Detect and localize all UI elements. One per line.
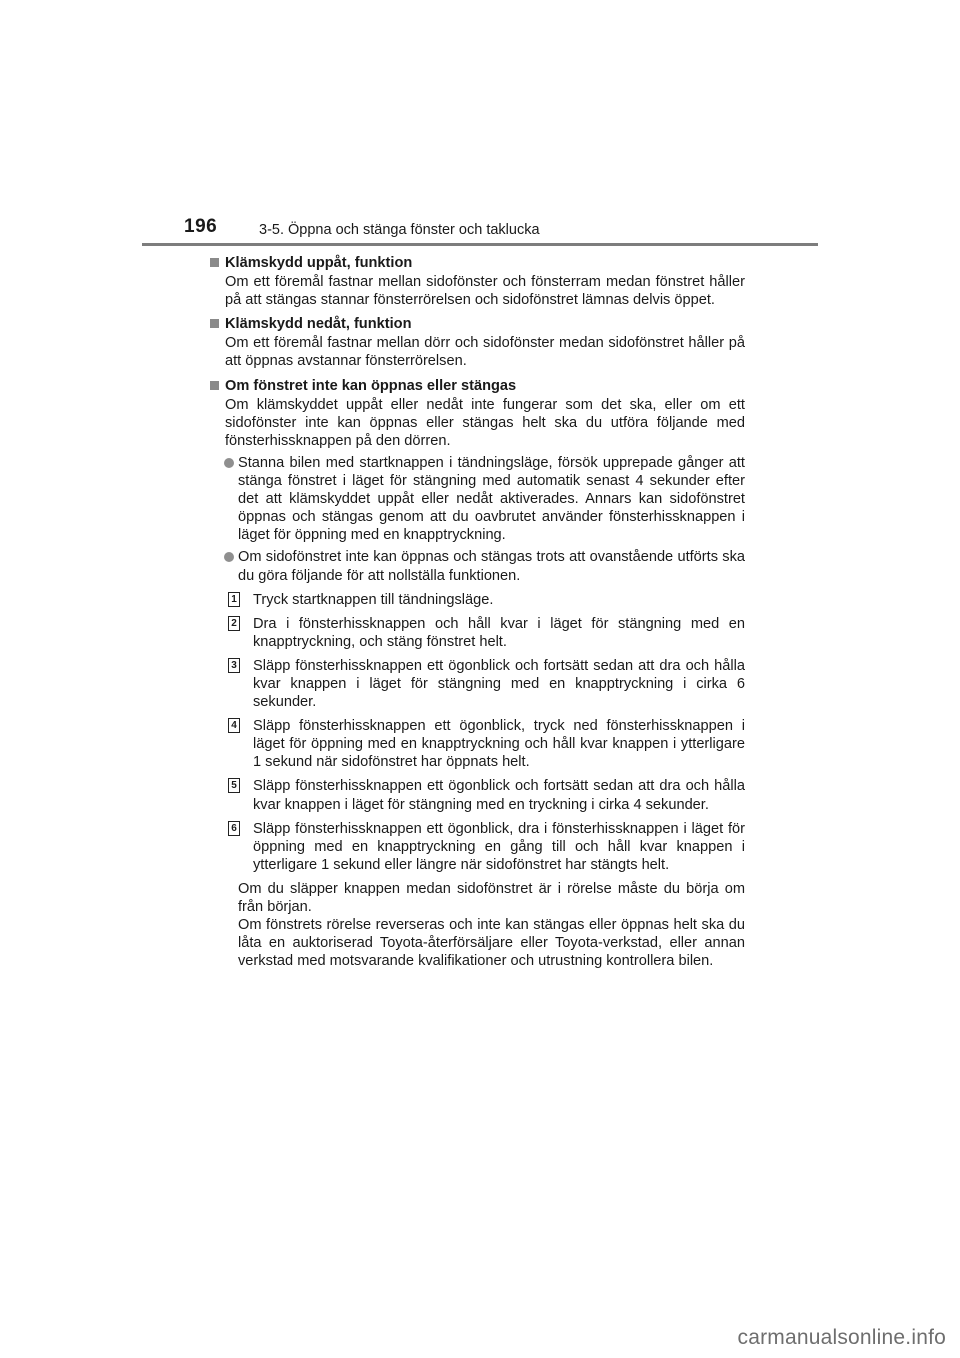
step-text: Släpp fönsterhissknappen ett ögonblick och fortsätt sedan att dra och hålla kvar knappen i läget för stängning med en tryckning i cirka 4 sekunder. <box>253 778 745 813</box>
header-divider <box>142 243 818 246</box>
step-item <box>210 591 745 609</box>
section-window-stuck <box>210 377 745 971</box>
step-item <box>210 777 745 813</box>
page-number: 196 <box>184 216 218 237</box>
square-bullet-icon <box>210 258 219 267</box>
step-text: Dra i fönsterhissknappen och håll kvar i läget för stängning med en knapptryckning, och stäng fönstret helt. <box>253 615 745 650</box>
step-item <box>210 717 745 771</box>
step-text: Släpp fönsterhissknappen ett ögonblick, dra i fönsterhissknappen i läget för öppning med en knapptryckning en gång till och håll kvar knappen i ytterligare 1 sekund eller längre när sidofönstret har stängts helt. <box>253 820 745 873</box>
closing-line-restart: Om du släpper knappen medan sidofönstret är i rörelse måste du börja om från början. <box>238 880 745 915</box>
circle-bullet-icon <box>224 552 234 562</box>
bullet-item <box>210 454 745 544</box>
closing-line-dealer: Om fönstrets rörelse reverseras och inte kan stängas eller öppnas helt ska du låta en auktoriserad Toyota-återförsäljare eller Toyota-verkstad, eller annan verkstad med motsvarande kvalifikationer och utrustning kontrollera bilen. <box>238 917 745 970</box>
step-item <box>210 615 745 651</box>
section-paragraph: Om klämskyddet uppåt eller nedåt inte fungerar som det ska, eller om ett sidofönster inte kan öppnas eller stängas helt ska du utföra följande med fönsterhissknappen på den dörren. <box>225 396 745 449</box>
closing-note <box>238 880 745 970</box>
step-text: Släpp fönsterhissknappen ett ögonblick och fortsätt sedan att dra och hålla kvar knappen i läget för stängning med en knapptryckning i cirka 6 sekunder. <box>253 657 745 711</box>
step-number-badge: 5 <box>228 778 240 793</box>
section-anti-pinch-up <box>210 254 745 309</box>
section-heading <box>210 315 745 333</box>
square-bullet-icon <box>210 381 219 390</box>
step-number-badge: 4 <box>228 718 240 733</box>
section-title: 3-5. Öppna och stänga fönster och taklucka <box>259 222 540 238</box>
bullet-item <box>210 548 745 584</box>
section-anti-pinch-down <box>210 315 745 370</box>
section-paragraph: Om ett föremål fastnar mellan dörr och sidofönster medan sidofönstret håller på att öppnas avstannar fönsterrörelsen. <box>225 335 745 370</box>
heading-text: Om fönstret inte kan öppnas eller stängas <box>225 377 517 394</box>
step-item <box>210 657 745 711</box>
bullet-text: Stanna bilen med startknappen i tändningsläge, försök upprepade gånger att stänga fönstret i läget för stängning med automatik senast 4 sekunder efter det att klämskyddet uppåt eller nedåt aktiverades. Annars kan sidofönstret öppnas och stängas genom att du oavbrutet använder fönsterhissknappen i läget för öppning med en knapptryckning. <box>238 454 745 544</box>
step-item <box>210 820 745 874</box>
section-paragraph: Om ett föremål fastnar mellan sidofönster och fönsterram medan fönstret håller på att stängas stannar fönsterrörelsen och sidofönstret lämnas delvis öppet. <box>225 274 745 309</box>
step-text: Släpp fönsterhissknappen ett ögonblick, tryck ned fönsterhissknappen i läget för öppning med en knapptryckning och håll kvar knappen i ytterligare 1 sekund när sidofönstret har öppnats helt. <box>253 718 745 771</box>
step-number-badge: 1 <box>228 592 240 607</box>
step-number-badge: 6 <box>228 821 240 836</box>
step-number-badge: 3 <box>228 658 240 673</box>
site-watermark: carmanualsonline.info <box>737 1326 946 1349</box>
heading-text: Klämskydd uppåt, funktion <box>225 255 413 271</box>
bullet-text: Om sidofönstret inte kan öppnas och stängas trots att ovanstående utförts ska du göra följande för att nollställa funktionen. <box>238 549 745 584</box>
heading-text: Klämskydd nedåt, funktion <box>225 316 412 333</box>
section-heading <box>210 377 745 395</box>
circle-bullet-icon <box>224 458 234 468</box>
page-content <box>210 254 745 976</box>
section-heading <box>210 254 745 272</box>
step-text: Tryck startknappen till tändningsläge. <box>253 591 494 608</box>
step-number-badge: 2 <box>228 616 240 631</box>
square-bullet-icon <box>210 319 219 328</box>
